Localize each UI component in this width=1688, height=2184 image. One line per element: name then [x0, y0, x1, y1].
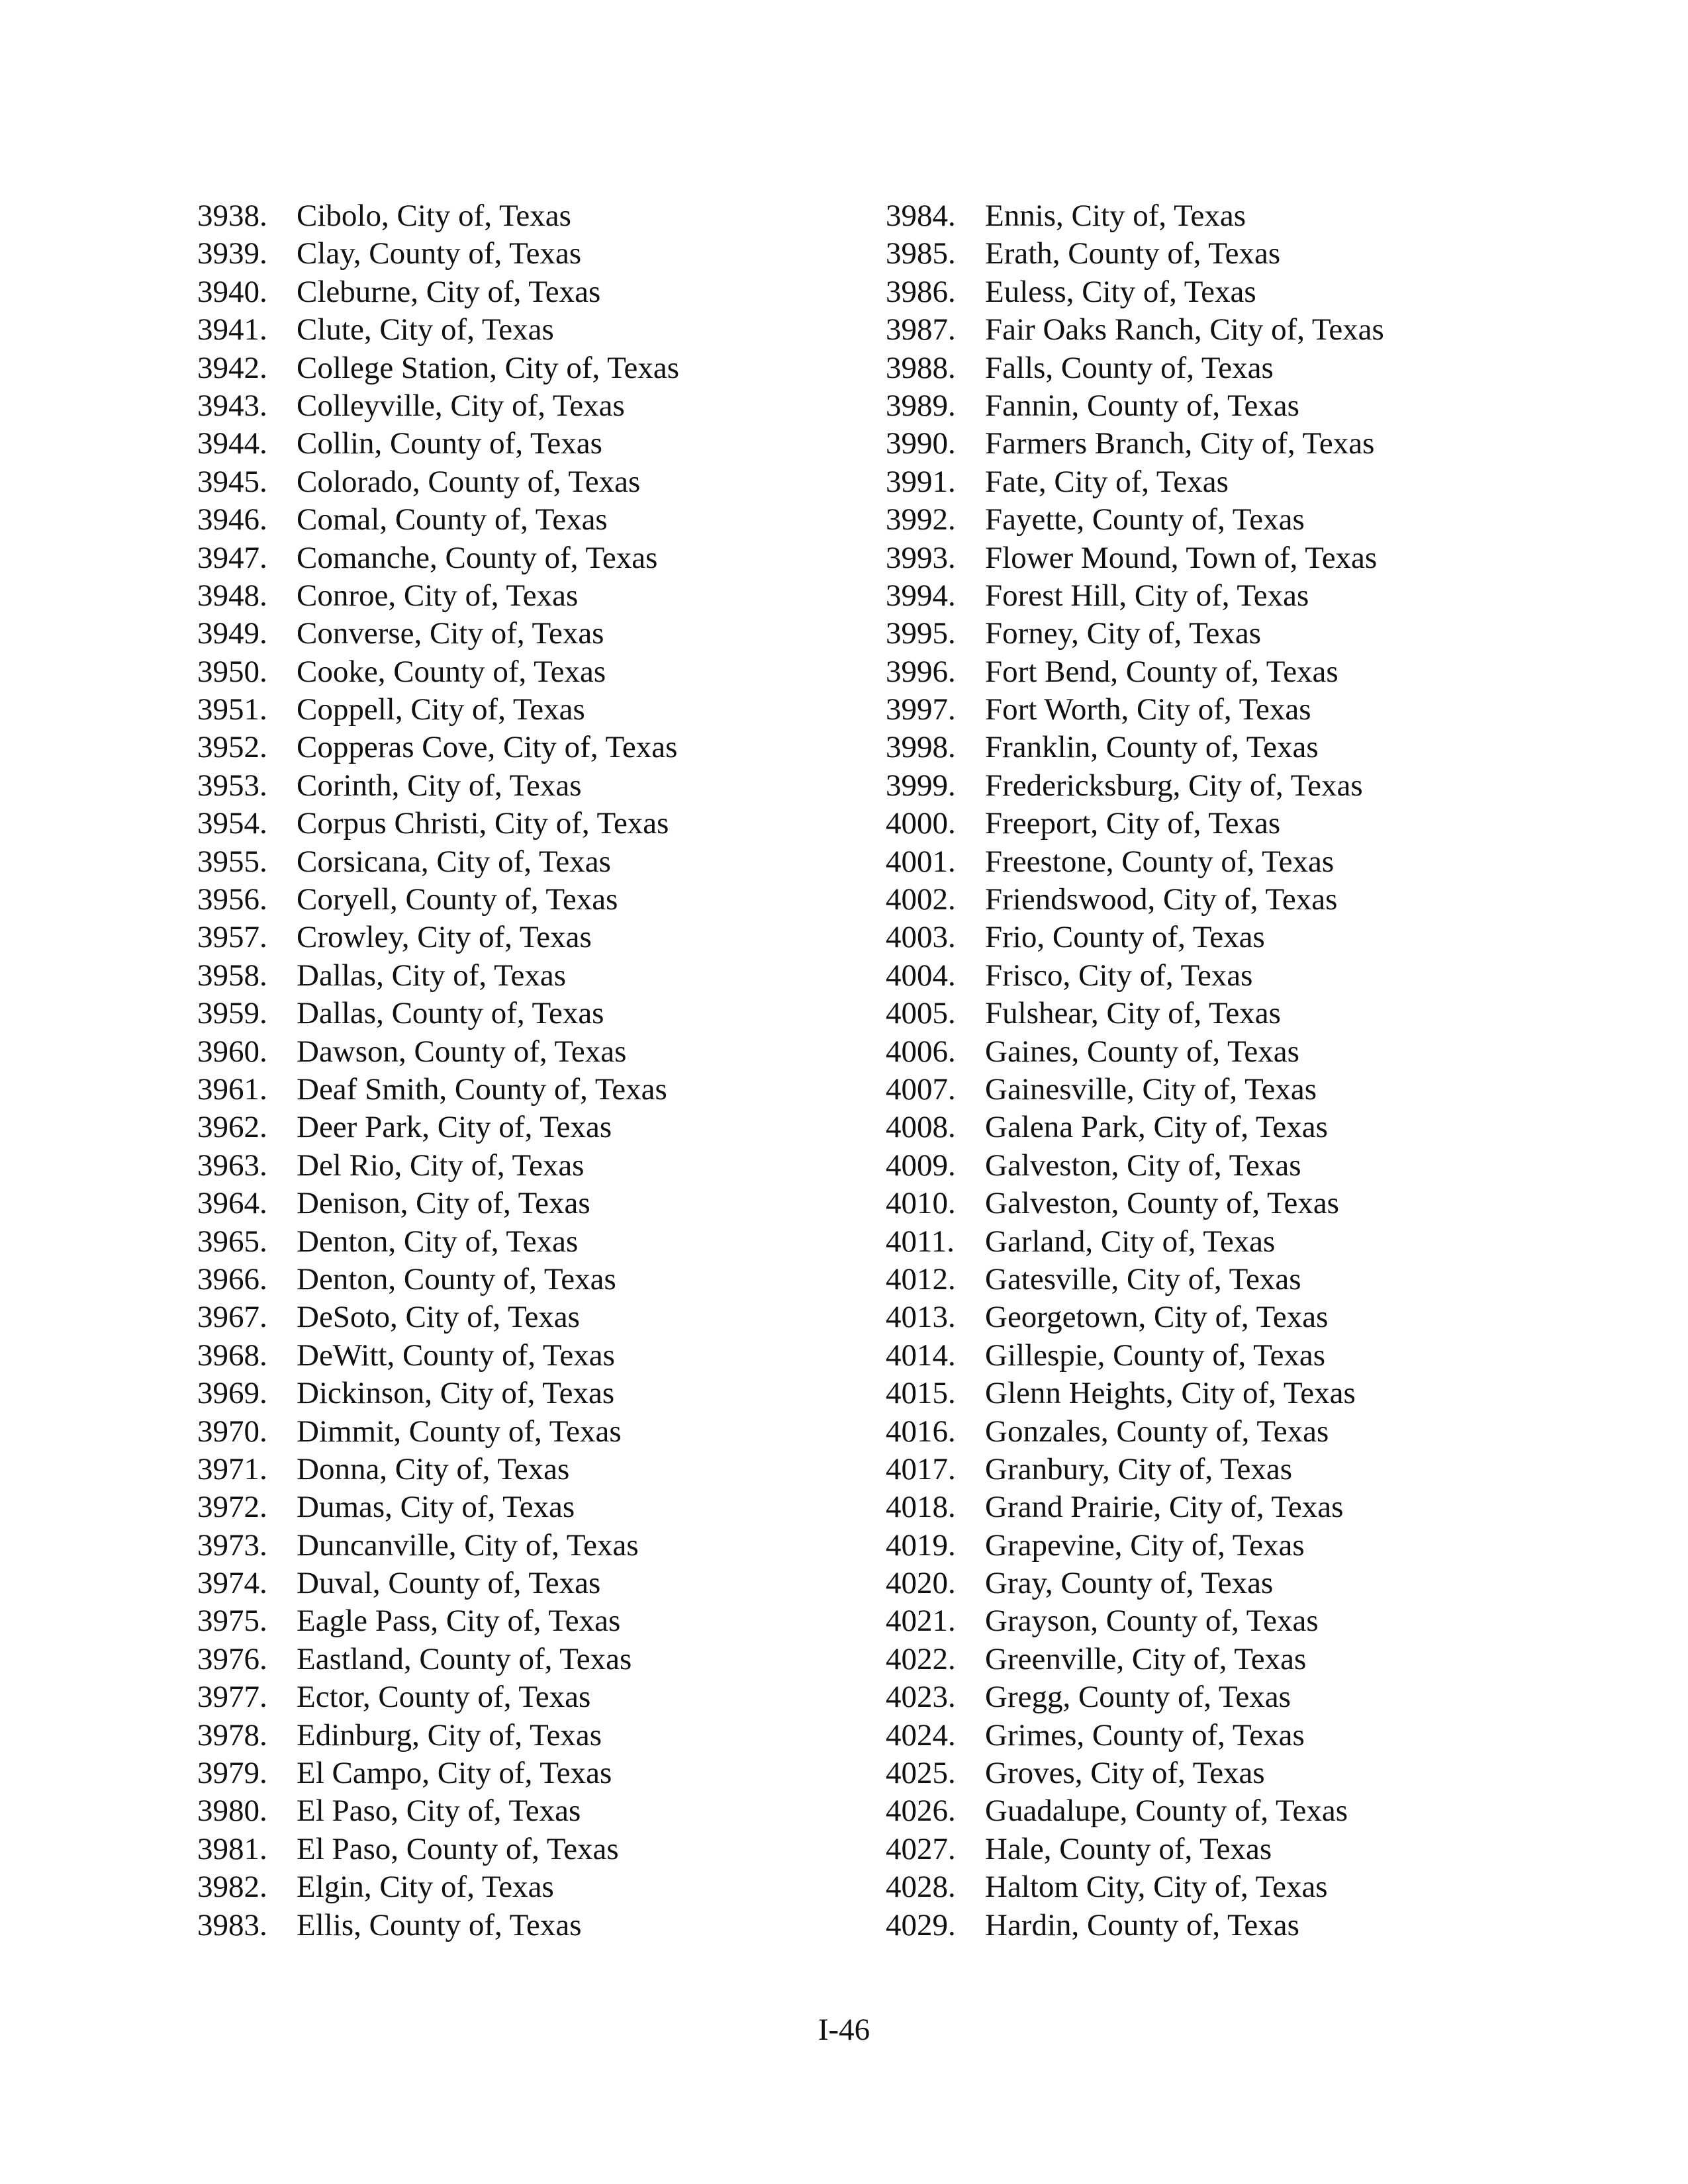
entry-name: Deer Park, City of, Texas — [297, 1110, 612, 1145]
list-item — [886, 1375, 1548, 1412]
entry-name: Dallas, City of, Texas — [297, 958, 567, 993]
entry-name: Comanche, County of, Texas — [297, 540, 658, 575]
entry-name: Denton, County of, Texas — [297, 1261, 616, 1297]
entry-number: 4028. — [886, 1870, 956, 1905]
entry-number: 3963. — [197, 1148, 267, 1183]
list-item — [197, 1413, 859, 1451]
list-item — [886, 1109, 1548, 1146]
list-item — [886, 1792, 1548, 1830]
entry-name: Edinburg, City of, Texas — [297, 1717, 602, 1752]
entry-number: 4022. — [886, 1641, 956, 1676]
entry-number: 4027. — [886, 1831, 956, 1866]
list-item — [197, 1527, 859, 1565]
entry-number: 3976. — [197, 1641, 267, 1676]
list-item — [886, 235, 1548, 273]
list-item — [197, 387, 859, 425]
list-item — [886, 197, 1548, 235]
entry-number: 3945. — [197, 464, 267, 499]
entry-number: 3942. — [197, 350, 267, 385]
entry-number: 3966. — [197, 1261, 267, 1297]
list-item — [197, 653, 859, 691]
entry-name: Glenn Heights, City of, Texas — [985, 1376, 1356, 1411]
entry-number: 3968. — [197, 1338, 267, 1373]
list-item — [886, 995, 1548, 1032]
list-item — [197, 1602, 859, 1640]
entry-name: Crowley, City of, Texas — [297, 920, 592, 955]
entry-name: Georgetown, City of, Texas — [985, 1300, 1329, 1335]
entry-name: Freestone, County of, Texas — [985, 844, 1335, 879]
entry-name: Clute, City of, Texas — [297, 312, 554, 347]
list-item — [197, 767, 859, 805]
entry-number: 3965. — [197, 1224, 267, 1259]
entry-name: Gaines, County of, Texas — [985, 1034, 1299, 1069]
entry-number: 3944. — [197, 426, 267, 461]
entry-number: 3998. — [886, 730, 956, 765]
entry-name: Dimmit, County of, Texas — [297, 1414, 622, 1449]
entry-number: 3985. — [886, 236, 956, 271]
entry-name: Fredericksburg, City of, Texas — [985, 768, 1363, 803]
entry-number: 3989. — [886, 388, 956, 423]
entry-number: 3954. — [197, 806, 267, 841]
list-item — [886, 1717, 1548, 1754]
entry-name: Dickinson, City of, Texas — [297, 1376, 615, 1411]
list-item — [197, 349, 859, 387]
list-item — [197, 1792, 859, 1830]
list-item — [197, 1298, 859, 1336]
list-item — [886, 767, 1548, 805]
entry-number: 3983. — [197, 1907, 267, 1942]
entry-number: 3957. — [197, 920, 267, 955]
entry-name: Corpus Christi, City of, Texas — [297, 806, 669, 841]
entry-name: Groves, City of, Texas — [985, 1756, 1265, 1791]
entry-name: Galveston, City of, Texas — [985, 1148, 1301, 1183]
list-item — [197, 1337, 859, 1375]
list-item — [886, 1831, 1548, 1868]
entry-name: Copperas Cove, City of, Texas — [297, 730, 678, 765]
entry-number: 4011. — [886, 1224, 955, 1259]
entry-number: 3990. — [886, 426, 956, 461]
entry-name: Gray, County of, Texas — [985, 1566, 1274, 1601]
list-item — [197, 1033, 859, 1071]
entry-name: Dawson, County of, Texas — [297, 1034, 627, 1069]
list-item — [197, 425, 859, 463]
entry-number: 3971. — [197, 1451, 267, 1486]
entry-name: Friendswood, City of, Texas — [985, 882, 1338, 917]
list-item — [197, 463, 859, 501]
entry-number: 3955. — [197, 844, 267, 879]
list-item — [886, 1298, 1548, 1336]
list-item — [886, 1527, 1548, 1565]
list-item — [197, 995, 859, 1032]
entry-number: 4016. — [886, 1414, 956, 1449]
entry-name: Erath, County of, Texas — [985, 236, 1281, 271]
entry-number: 4008. — [886, 1110, 956, 1145]
list-item — [886, 1413, 1548, 1451]
entry-name: Hale, County of, Texas — [985, 1831, 1272, 1866]
entry-name: Cooke, County of, Texas — [297, 654, 606, 689]
list-item — [886, 1602, 1548, 1640]
entry-number: 4017. — [886, 1451, 956, 1486]
list-item — [886, 1261, 1548, 1298]
entry-name: Duncanville, City of, Texas — [297, 1527, 639, 1563]
list-item — [886, 425, 1548, 463]
list-item — [197, 615, 859, 653]
entry-number: 3993. — [886, 540, 956, 575]
entry-name: Cibolo, City of, Texas — [297, 199, 571, 233]
list-item — [197, 235, 859, 273]
entry-name: Conroe, City of, Texas — [297, 578, 579, 613]
entry-number: 4001. — [886, 844, 956, 879]
entry-number: 4019. — [886, 1527, 956, 1563]
entry-name: Dallas, County of, Texas — [297, 996, 604, 1031]
entry-name: Garland, City of, Texas — [985, 1224, 1276, 1259]
entry-number: 4000. — [886, 806, 956, 841]
list-item — [886, 729, 1548, 766]
entry-number: 3997. — [886, 692, 956, 727]
entry-number: 3964. — [197, 1186, 267, 1221]
entry-name: Deaf Smith, County of, Texas — [297, 1071, 667, 1107]
list-item — [197, 1185, 859, 1222]
entry-name: Flower Mound, Town of, Texas — [985, 540, 1378, 575]
entry-name: Dumas, City of, Texas — [297, 1490, 575, 1525]
list-item — [886, 1337, 1548, 1375]
entry-number: 3940. — [197, 274, 267, 309]
entry-name: Eastland, County of, Texas — [297, 1641, 632, 1676]
list-item — [886, 1033, 1548, 1071]
list-item — [197, 1451, 859, 1488]
entry-name: Elgin, City of, Texas — [297, 1870, 554, 1905]
entry-number: 3984. — [886, 199, 956, 233]
list-item — [197, 539, 859, 577]
entry-number: 3956. — [197, 882, 267, 917]
list-item — [197, 1223, 859, 1261]
entry-number: 3941. — [197, 312, 267, 347]
list-item — [886, 1185, 1548, 1222]
entry-name: Fulshear, City of, Texas — [985, 996, 1281, 1031]
list-item — [197, 1907, 859, 1944]
entry-number: 4013. — [886, 1300, 956, 1335]
entry-number: 4006. — [886, 1034, 956, 1069]
entry-name: Colorado, County of, Texas — [297, 464, 641, 499]
entry-number: 3962. — [197, 1110, 267, 1145]
list-item — [886, 311, 1548, 349]
list-item — [886, 1071, 1548, 1109]
entry-number: 3939. — [197, 236, 267, 271]
entry-name: Falls, County of, Texas — [985, 350, 1274, 385]
entry-name: Grayson, County of, Texas — [985, 1604, 1319, 1639]
entry-number: 4002. — [886, 882, 956, 917]
entry-number: 4005. — [886, 996, 956, 1031]
list-item — [886, 653, 1548, 691]
entry-name: Gregg, County of, Texas — [985, 1680, 1291, 1715]
entry-name: Forest Hill, City of, Texas — [985, 578, 1309, 613]
entry-number: 3978. — [197, 1717, 267, 1752]
entry-name: El Paso, City of, Texas — [297, 1794, 581, 1829]
entry-name: Ector, County of, Texas — [297, 1680, 591, 1715]
list-item — [886, 1147, 1548, 1185]
entry-number: 3953. — [197, 768, 267, 803]
entry-number: 3974. — [197, 1566, 267, 1601]
entry-name: Gatesville, City of, Texas — [985, 1261, 1301, 1297]
entry-number: 3958. — [197, 958, 267, 993]
list-item — [886, 919, 1548, 956]
entry-number: 4024. — [886, 1717, 956, 1752]
entry-number: 4012. — [886, 1261, 956, 1297]
entry-name: DeWitt, County of, Texas — [297, 1338, 615, 1373]
list-item — [197, 729, 859, 766]
list-item — [197, 1717, 859, 1754]
entry-number: 3960. — [197, 1034, 267, 1069]
entry-number: 3946. — [197, 502, 267, 537]
entry-name: Clay, County of, Texas — [297, 236, 582, 271]
entry-name: Hardin, County of, Texas — [985, 1907, 1299, 1942]
list-item — [886, 881, 1548, 919]
entry-number: 3999. — [886, 768, 956, 803]
list-item — [886, 691, 1548, 729]
entry-name: DeSoto, City of, Texas — [297, 1300, 580, 1335]
entry-number: 3949. — [197, 616, 267, 651]
list-item — [886, 577, 1548, 615]
list-item — [886, 1488, 1548, 1526]
entry-number: 4020. — [886, 1566, 956, 1601]
entry-name: Grand Prairie, City of, Texas — [985, 1490, 1344, 1525]
list-item — [886, 539, 1548, 577]
list-item — [197, 843, 859, 881]
entry-number: 4004. — [886, 958, 956, 993]
entry-name: Donna, City of, Texas — [297, 1451, 570, 1486]
entry-name: Fair Oaks Ranch, City of, Texas — [985, 312, 1384, 347]
list-item — [886, 1451, 1548, 1488]
list-item — [886, 1868, 1548, 1906]
entry-number: 4007. — [886, 1071, 956, 1107]
entry-number: 4029. — [886, 1907, 956, 1942]
list-item — [197, 1147, 859, 1185]
entry-name: Fannin, County of, Texas — [985, 388, 1299, 423]
entry-number: 3995. — [886, 616, 956, 651]
entry-name: Gillespie, County of, Texas — [985, 1338, 1326, 1373]
entry-number: 3950. — [197, 654, 267, 689]
entry-number: 3943. — [197, 388, 267, 423]
entry-name: Galena Park, City of, Texas — [985, 1110, 1328, 1145]
entry-name: Fayette, County of, Texas — [985, 502, 1305, 537]
entry-name: Duval, County of, Texas — [297, 1566, 601, 1601]
list-item — [886, 349, 1548, 387]
entry-number: 4015. — [886, 1376, 956, 1411]
list-item — [886, 805, 1548, 842]
entry-name: Haltom City, City of, Texas — [985, 1870, 1328, 1905]
entry-number: 3969. — [197, 1376, 267, 1411]
list-item — [197, 311, 859, 349]
list-item — [886, 1565, 1548, 1602]
list-item — [197, 1261, 859, 1298]
entry-number: 3959. — [197, 996, 267, 1031]
entry-name: Frisco, City of, Texas — [985, 958, 1253, 993]
entry-name: Galveston, County of, Texas — [985, 1186, 1339, 1221]
entry-name: Forney, City of, Texas — [985, 616, 1262, 651]
list-item — [197, 1754, 859, 1792]
entry-name: Grapevine, City of, Texas — [985, 1527, 1305, 1563]
list-item — [197, 1831, 859, 1868]
list-item — [197, 1565, 859, 1602]
entry-name: Corsicana, City of, Texas — [297, 844, 611, 879]
entry-name: Ellis, County of, Texas — [297, 1907, 582, 1942]
entry-number: 3938. — [197, 199, 267, 233]
list-item — [886, 843, 1548, 881]
entry-number: 3973. — [197, 1527, 267, 1563]
entry-number: 4025. — [886, 1756, 956, 1791]
entry-name: Converse, City of, Texas — [297, 616, 604, 651]
list-item — [886, 501, 1548, 539]
entry-number: 3988. — [886, 350, 956, 385]
entry-number: 3996. — [886, 654, 956, 689]
list-item — [197, 1641, 859, 1678]
list-item — [197, 1678, 859, 1716]
entry-name: Gonzales, County of, Texas — [985, 1414, 1329, 1449]
entry-number: 3972. — [197, 1490, 267, 1525]
list-item — [197, 691, 859, 729]
entry-name: Frio, County of, Texas — [985, 920, 1265, 955]
list-item — [197, 1868, 859, 1906]
list-item — [197, 1375, 859, 1412]
list-item — [886, 1754, 1548, 1792]
list-item — [197, 1488, 859, 1526]
entry-name: Cleburne, City of, Texas — [297, 274, 601, 309]
entry-number: 4009. — [886, 1148, 956, 1183]
right-column-list — [886, 197, 1548, 1944]
entry-number: 4014. — [886, 1338, 956, 1373]
entry-number: 4018. — [886, 1490, 956, 1525]
entry-number: 3979. — [197, 1756, 267, 1791]
entry-number: 3980. — [197, 1794, 267, 1829]
entry-name: Denton, City of, Texas — [297, 1224, 579, 1259]
entry-name: Ennis, City of, Texas — [985, 199, 1246, 233]
list-item — [886, 387, 1548, 425]
entry-number: 4021. — [886, 1604, 956, 1639]
entry-name: Franklin, County of, Texas — [985, 730, 1319, 765]
entry-name: Del Rio, City of, Texas — [297, 1148, 585, 1183]
entry-number: 3991. — [886, 464, 956, 499]
list-item — [197, 501, 859, 539]
entry-name: Denison, City of, Texas — [297, 1186, 590, 1221]
entry-name: Coppell, City of, Texas — [297, 692, 585, 727]
list-item — [886, 957, 1548, 995]
entry-number: 3952. — [197, 730, 267, 765]
list-item — [886, 1678, 1548, 1716]
entry-name: Collin, County of, Texas — [297, 426, 602, 461]
entry-name: Gainesville, City of, Texas — [985, 1071, 1317, 1107]
entry-name: Colleyville, City of, Texas — [297, 388, 625, 423]
entry-name: Euless, City of, Texas — [985, 274, 1256, 309]
list-item — [886, 615, 1548, 653]
entry-number: 3951. — [197, 692, 267, 727]
list-item — [886, 463, 1548, 501]
entry-name: Greenville, City of, Texas — [985, 1641, 1307, 1676]
entry-number: 3970. — [197, 1414, 267, 1449]
entry-number: 3948. — [197, 578, 267, 613]
list-item — [197, 273, 859, 311]
entry-number: 4026. — [886, 1794, 956, 1829]
list-item — [197, 1109, 859, 1146]
list-item — [886, 1907, 1548, 1944]
entry-name: Granbury, City of, Texas — [985, 1451, 1293, 1486]
entry-number: 3986. — [886, 274, 956, 309]
list-item — [886, 1223, 1548, 1261]
list-item — [197, 805, 859, 842]
entry-name: Coryell, County of, Texas — [297, 882, 618, 917]
list-item — [197, 577, 859, 615]
entry-name: Eagle Pass, City of, Texas — [297, 1604, 621, 1639]
left-column-list — [197, 197, 859, 1944]
entry-number: 4003. — [886, 920, 956, 955]
entry-number: 4023. — [886, 1680, 956, 1715]
entry-number: 3982. — [197, 1870, 267, 1905]
entry-name: Fort Worth, City of, Texas — [985, 692, 1311, 727]
list-item — [197, 919, 859, 956]
entry-number: 3994. — [886, 578, 956, 613]
entry-number: 3992. — [886, 502, 956, 537]
entry-number: 3975. — [197, 1604, 267, 1639]
list-item — [197, 881, 859, 919]
entry-name: College Station, City of, Texas — [297, 350, 680, 385]
entry-number: 4010. — [886, 1186, 956, 1221]
entry-name: Farmers Branch, City of, Texas — [985, 426, 1375, 461]
entry-name: El Paso, County of, Texas — [297, 1831, 619, 1866]
list-item — [197, 197, 859, 235]
entry-name: Fort Bend, County of, Texas — [985, 654, 1338, 689]
page-number: I-46 — [818, 2013, 870, 2047]
list-item — [886, 273, 1548, 311]
entry-name: Comal, County of, Texas — [297, 502, 608, 537]
entry-number: 3947. — [197, 540, 267, 575]
entry-name: Corinth, City of, Texas — [297, 768, 582, 803]
entry-number: 3981. — [197, 1831, 267, 1866]
entry-name: Freeport, City of, Texas — [985, 806, 1281, 841]
entry-name: Fate, City of, Texas — [985, 464, 1229, 499]
entry-name: Grimes, County of, Texas — [985, 1717, 1305, 1752]
entry-number: 3967. — [197, 1300, 267, 1335]
list-item — [197, 957, 859, 995]
entry-name: El Campo, City of, Texas — [297, 1756, 612, 1791]
entry-name: Guadalupe, County of, Texas — [985, 1794, 1348, 1829]
list-item — [886, 1641, 1548, 1678]
entry-number: 3961. — [197, 1071, 267, 1107]
entry-number: 3987. — [886, 312, 956, 347]
list-item — [197, 1071, 859, 1109]
entry-number: 3977. — [197, 1680, 267, 1715]
